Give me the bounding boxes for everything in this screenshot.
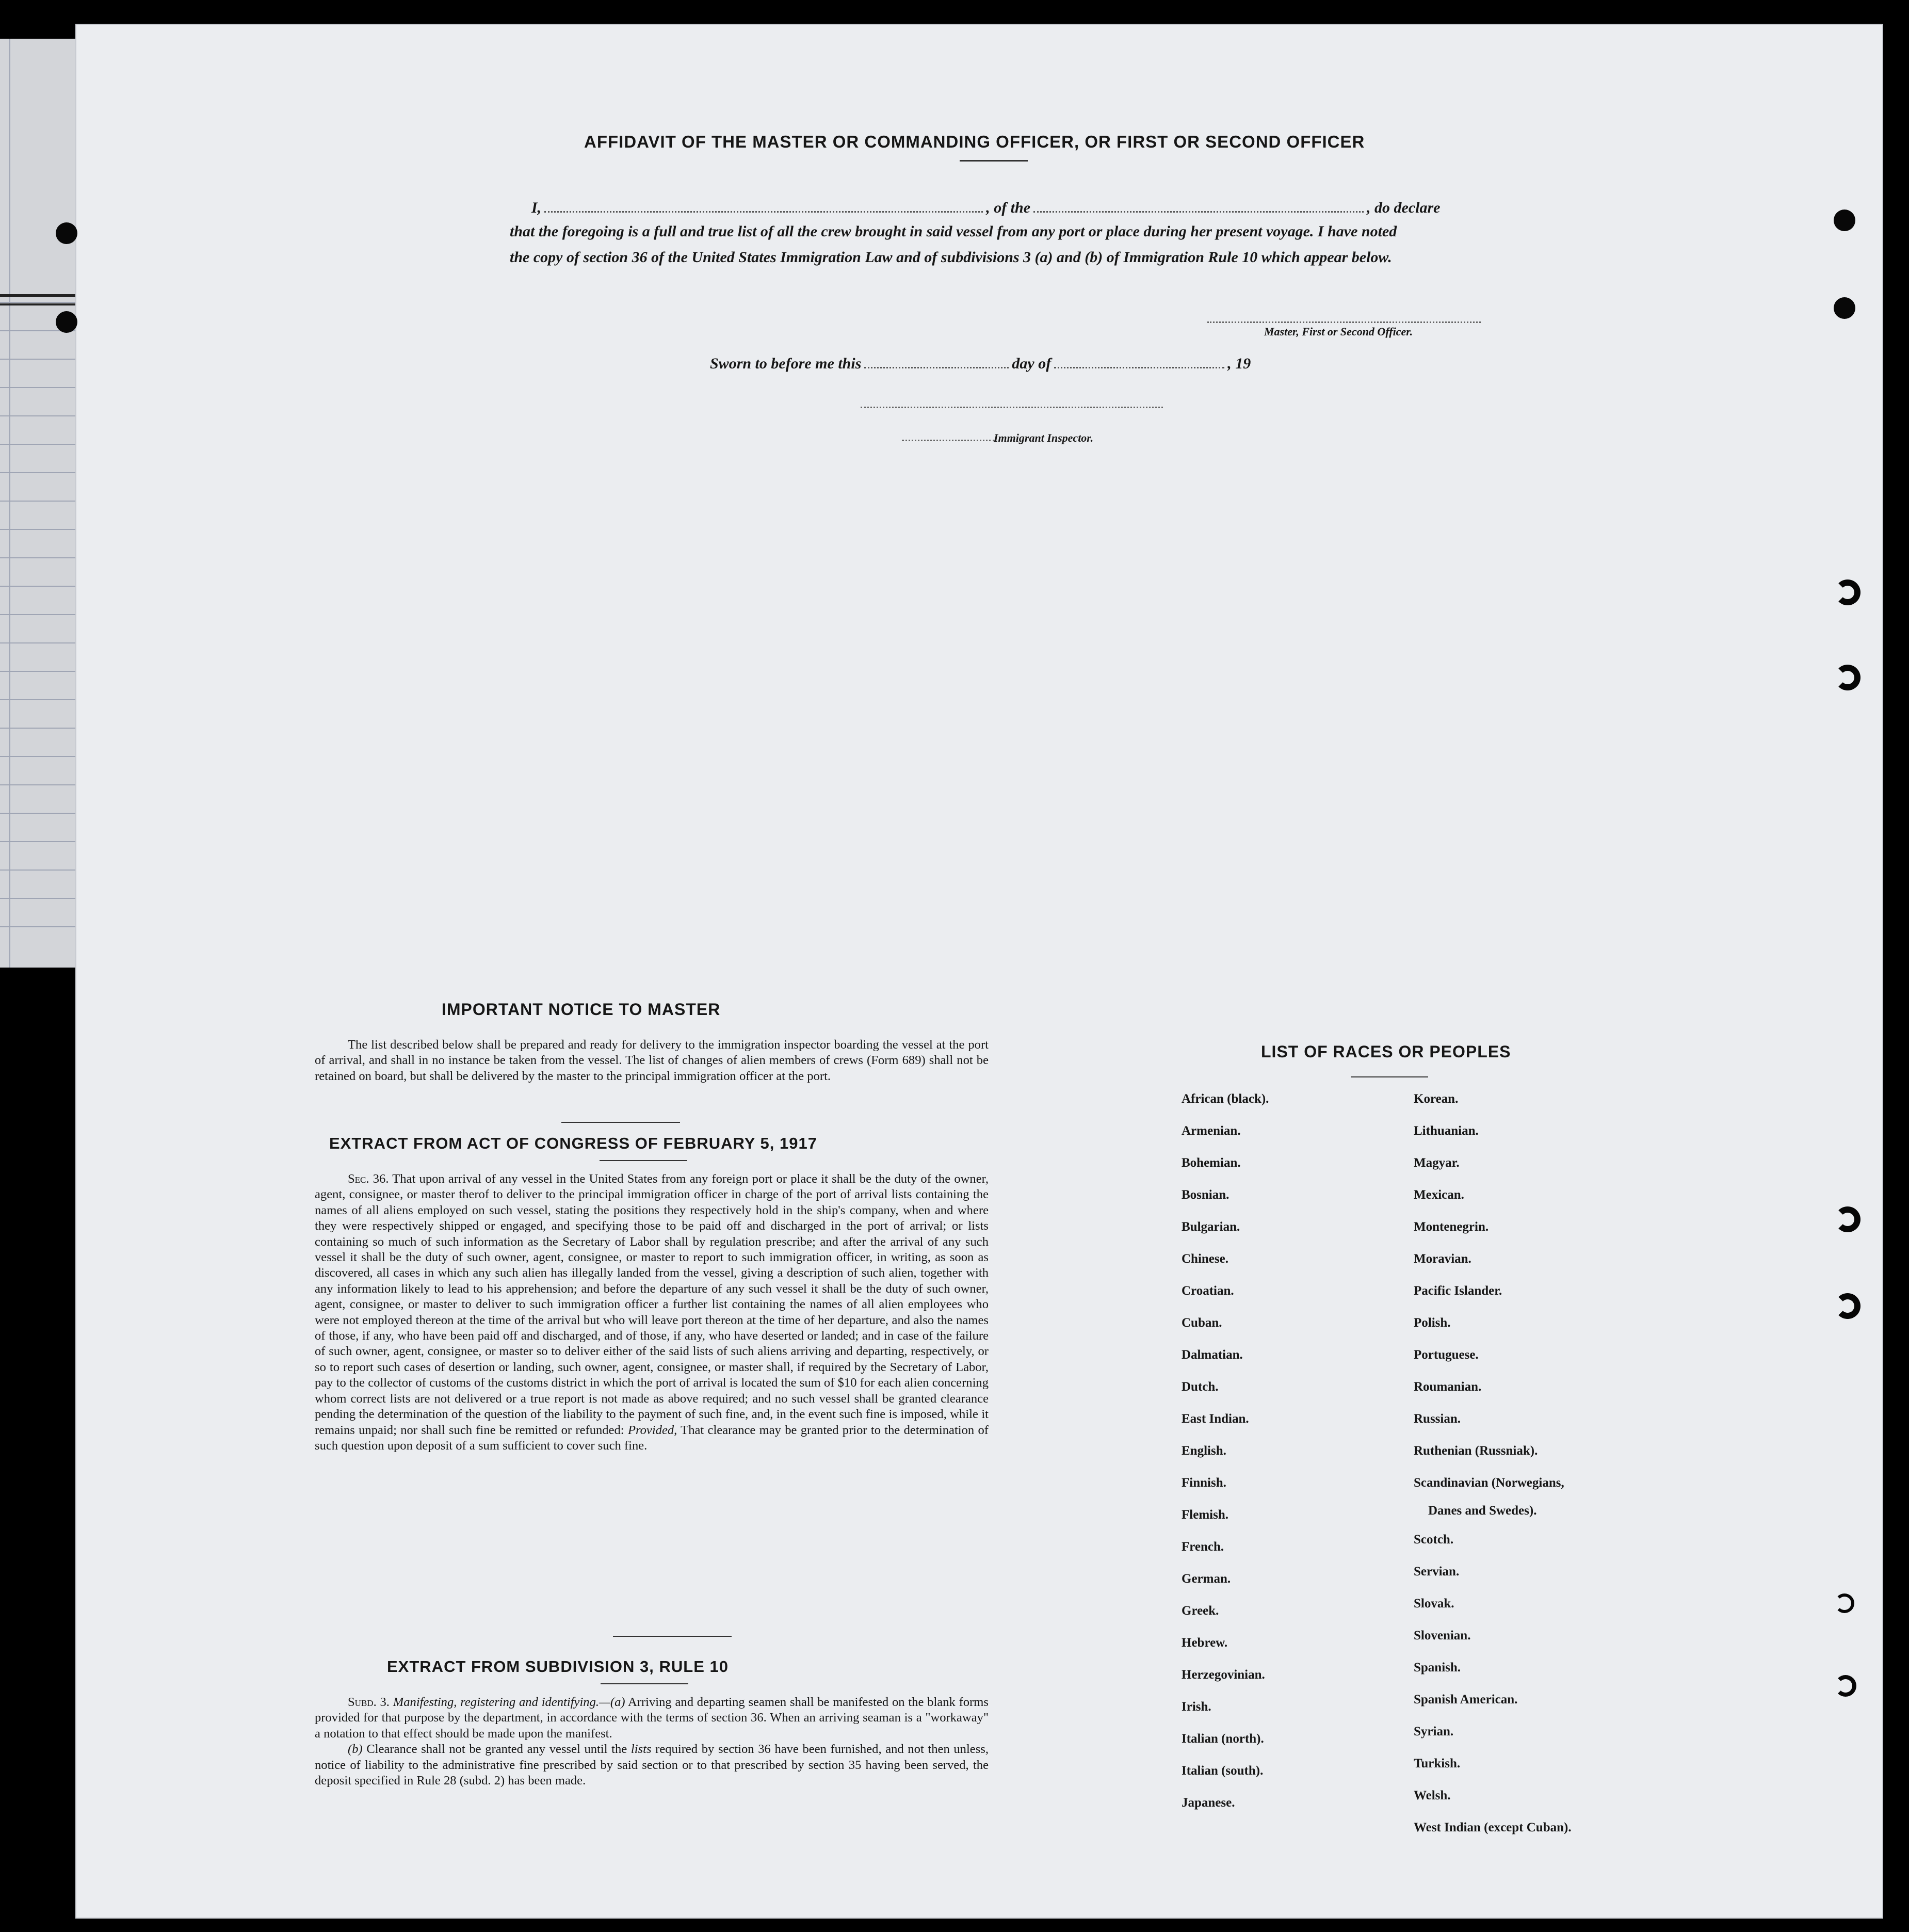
race-item: French. (1182, 1540, 1224, 1554)
race-item: Bosnian. (1182, 1188, 1229, 1202)
sworn-line (710, 355, 1251, 373)
race-item: Irish. (1182, 1700, 1211, 1714)
declaration-line-3: the copy of section 36 of the United States Immigration Law and of subdivisions 3 (a) and (b) of Immigration Rule 10 which appear below. (510, 249, 1392, 266)
ruled-line (0, 501, 77, 502)
subd-heading: Manifesting, registering and identifying.—(a) (393, 1695, 625, 1709)
ruled-line (0, 926, 77, 927)
race-item: Cuban. (1182, 1316, 1222, 1330)
sworn-month-blank (1054, 367, 1224, 368)
races-column-2 (1414, 1092, 1572, 1853)
punch-hole (1835, 665, 1861, 690)
inspector-dot-lead (902, 440, 995, 441)
ruled-line (0, 387, 77, 388)
ruled-line (0, 586, 77, 587)
subd-a-text: Arriving and departing seamen shall be manifested on the blank forms provided for that purpose by the department, in accordance with the terms of section 36. When an arriving seaman is a "workaway" a notation to that effect should be made upon the manifest. (315, 1695, 989, 1741)
subd-a-paragraph (315, 1695, 989, 1742)
punch-hole (56, 311, 77, 333)
race-item: English. (1182, 1444, 1226, 1458)
subd-b-label: (b) (348, 1742, 363, 1757)
race-item: Lithuanian. (1414, 1124, 1479, 1138)
declaration-of-the: , of the (986, 199, 1031, 216)
ruled-line (0, 699, 77, 700)
form-page (76, 25, 1882, 1918)
ruled-line (0, 784, 77, 785)
race-item: German. (1182, 1572, 1231, 1586)
race-item: Slovenian. (1414, 1629, 1471, 1643)
declaration-do-declare: , do declare (1367, 199, 1441, 216)
race-item: Bohemian. (1182, 1156, 1241, 1170)
section-36-paragraph (315, 1171, 989, 1454)
subdivision-3-text (315, 1695, 989, 1789)
race-item: Welsh. (1414, 1789, 1451, 1802)
race-item: Armenian. (1182, 1124, 1241, 1138)
race-item: Spanish. (1414, 1661, 1461, 1675)
race-item: Slovak. (1414, 1597, 1454, 1611)
race-item: Herzegovinian. (1182, 1668, 1265, 1682)
race-item: Montenegrin. (1414, 1220, 1489, 1234)
race-item: West Indian (except Cuban). (1414, 1821, 1572, 1834)
inspector-signature-line (861, 407, 1163, 408)
ruled-line (0, 898, 77, 899)
ruled-line (0, 813, 77, 814)
punch-hole (1834, 210, 1855, 231)
race-item: Korean. (1414, 1092, 1459, 1106)
ruled-line (0, 557, 77, 558)
punch-hole (1835, 1593, 1854, 1613)
sec-body: That upon arrival of any vessel in the United States from any foreign port or place it shall be the duty of the owner, agent, consignee, or master therof to deliver to the principal immigration officer in charge of the port of arrival lists containing the names of all aliens employed on such vessel, stating the positions they respectively hold in the ship's company, when and where they were respectively shipped or engaged, and specifying those to be paid off and discharged in the port of arrival; or lists containing so much of such information as the Secretary of Labor shall by regulation prescribe; and after the arrival of any such vessel it shall be the duty of such owner, agent, consignee, or master to report to such immigration officer, in writing, as soon as discovered, all cases in which any such alien has illegally landed from the vessel, giving a description of such alien, together with any information likely to lead to his apprehension; and before the departure of any such vessel it shall be the duty of such owner, agent, consignee, or master to deliver to such immigration officer a further list containing the names of all alien employees who were not employed thereon at the time of the arrival but who will leave port thereon at the time of her departure, and also the names of those, if any, who have been paid off and discharged, and of those, if any, who have deserted or landed; and in case of the failure of such owner, agent, consignee, or master so to deliver either of the said lists of such aliens arriving and departing, respectively, or so to report such cases of desertion or landing, such owner, agent, consignee, or master shall, if required by the Secretary of Labor, pay to the collector of customs of the customs district in which the port of arrival is located the sum of $10 for each alien concerning whom correct lists are not delivered or a true report is not made as above required; and no such vessel shall be granted clearance pending the determination of the question of the liability to the payment of such fine, and, in the event such fine is imposed, while it remains unpaid; nor shall such fine be remitted or refunded: (315, 1172, 989, 1437)
punch-hole (1835, 1675, 1856, 1697)
race-item: Syrian. (1414, 1725, 1454, 1738)
race-item: Servian. (1414, 1565, 1460, 1579)
race-item: Scotch. (1414, 1533, 1454, 1547)
master-label: Master, First or Second Officer. (1264, 325, 1413, 338)
ruled-line (0, 359, 77, 360)
race-item: Italian (north). (1182, 1732, 1264, 1746)
sworn-day-blank (864, 367, 1009, 368)
race-item: Magyar. (1414, 1156, 1460, 1170)
race-item: Italian (south). (1182, 1764, 1264, 1778)
title-underline (960, 160, 1028, 162)
race-item: Finnish. (1182, 1476, 1226, 1490)
race-item: Scandinavian (Norwegians, (1414, 1476, 1564, 1490)
section-36-text (315, 1171, 989, 1454)
ruled-line (0, 415, 77, 416)
master-signature-line (1207, 321, 1481, 323)
inspector-label: Immigrant Inspector. (994, 431, 1094, 444)
declaration-line-2: that the foregoing is a full and true list of all the crew brought in said vessel from any port or place during her present voyage. I have noted (510, 223, 1397, 240)
subd-b-text-2: required by section 36 have been furnished, and not then unless, notice of liability to the administrative fine prescribed by said section or to that prescribed by section 35 having been served, the deposit specified in Rule 28 (subd. 2) has been made. (315, 1742, 989, 1788)
declaration-i: I, (531, 199, 542, 216)
race-item: Danes and Swedes). (1428, 1504, 1537, 1518)
title-underline (601, 1683, 688, 1684)
rule-extract-title: EXTRACT FROM SUBDIVISION 3, RULE 10 (387, 1657, 729, 1676)
race-item: Chinese. (1182, 1252, 1228, 1266)
binding-mark (0, 303, 76, 305)
sec-body-end: That clearance may be granted prior to the determination of such question upon deposit of a sum sufficient to cover such fine. (315, 1423, 989, 1453)
race-item: Polish. (1414, 1316, 1451, 1330)
ruled-line (0, 870, 77, 871)
sworn-prefix: Sworn to before me this (710, 355, 862, 372)
provided-word: Provided, (627, 1423, 677, 1437)
notice-text (315, 1037, 989, 1084)
sec-label: Sec. 36. (348, 1172, 389, 1186)
ruled-line (0, 642, 77, 643)
race-item: Mexican. (1414, 1188, 1464, 1202)
race-item: Dalmatian. (1182, 1348, 1243, 1362)
sworn-day-of: day of (1012, 355, 1051, 372)
ruled-line (0, 472, 77, 473)
ruled-line (0, 671, 77, 672)
ruled-line (0, 756, 77, 757)
ruled-line (0, 841, 77, 842)
race-item: Greek. (1182, 1604, 1219, 1618)
binding-mark (0, 294, 76, 297)
race-item: Japanese. (1182, 1796, 1235, 1810)
affidavit-title: AFFIDAVIT OF THE MASTER OR COMMANDING OFFICER, OR FIRST OR SECOND OFFICER (584, 132, 1365, 151)
ruled-line (0, 444, 77, 445)
race-item: Spanish American. (1414, 1693, 1518, 1706)
margin-line (9, 39, 10, 968)
sworn-year: , 19 (1227, 355, 1251, 372)
lists-word: lists (630, 1742, 652, 1757)
declaration-line-1 (531, 199, 1440, 217)
punch-hole (1835, 1293, 1861, 1319)
race-item: Roumanian. (1414, 1380, 1482, 1394)
punch-hole (56, 222, 77, 244)
race-item: Moravian. (1414, 1252, 1471, 1266)
section-divider (613, 1636, 732, 1637)
race-item: Portuguese. (1414, 1348, 1479, 1362)
notice-title: IMPORTANT NOTICE TO MASTER (442, 1000, 721, 1019)
race-item: Croatian. (1182, 1284, 1234, 1298)
ruled-line (0, 728, 77, 729)
subd-b-text-1: Clearance shall not be granted any vessel until the (366, 1742, 627, 1757)
subd-label: Subd. 3. (348, 1695, 390, 1709)
race-item: Bulgarian. (1182, 1220, 1240, 1234)
notice-paragraph: The list described below shall be prepared and ready for delivery to the immigration inspector boarding the vessel at the port of arrival, and shall in no instance be taken from the vessel. The list of changes of alien members of crews (Form 689) shall not be retained on board, but shall be delivered by the master to the principal immigration officer at the port. (315, 1038, 989, 1083)
name-blank (544, 211, 983, 213)
subd-b-paragraph (315, 1742, 989, 1789)
underlying-page (0, 39, 77, 968)
race-item: African (black). (1182, 1092, 1269, 1106)
race-item: Dutch. (1182, 1380, 1219, 1394)
race-item: Ruthenian (Russniak). (1414, 1444, 1538, 1458)
ruled-line (0, 614, 77, 615)
punch-hole (1835, 579, 1861, 605)
races-title: LIST OF RACES OR PEOPLES (1261, 1042, 1511, 1061)
punch-hole (1835, 1206, 1861, 1232)
title-underline (600, 1160, 687, 1161)
ruled-line (0, 302, 77, 303)
race-item: East Indian. (1182, 1412, 1249, 1426)
punch-hole (1834, 297, 1855, 319)
act-extract-title: EXTRACT FROM ACT OF CONGRESS OF FEBRUARY 5, 1917 (329, 1134, 817, 1152)
title-underline (1351, 1076, 1428, 1077)
ruled-line (0, 529, 77, 530)
race-item: Russian. (1414, 1412, 1461, 1426)
race-item: Hebrew. (1182, 1636, 1228, 1650)
race-item: Turkish. (1414, 1757, 1461, 1770)
race-item: Pacific Islander. (1414, 1284, 1502, 1298)
vessel-blank (1033, 211, 1364, 213)
section-divider (561, 1122, 680, 1123)
races-column-1 (1182, 1092, 1269, 1828)
race-item: Flemish. (1182, 1508, 1228, 1522)
